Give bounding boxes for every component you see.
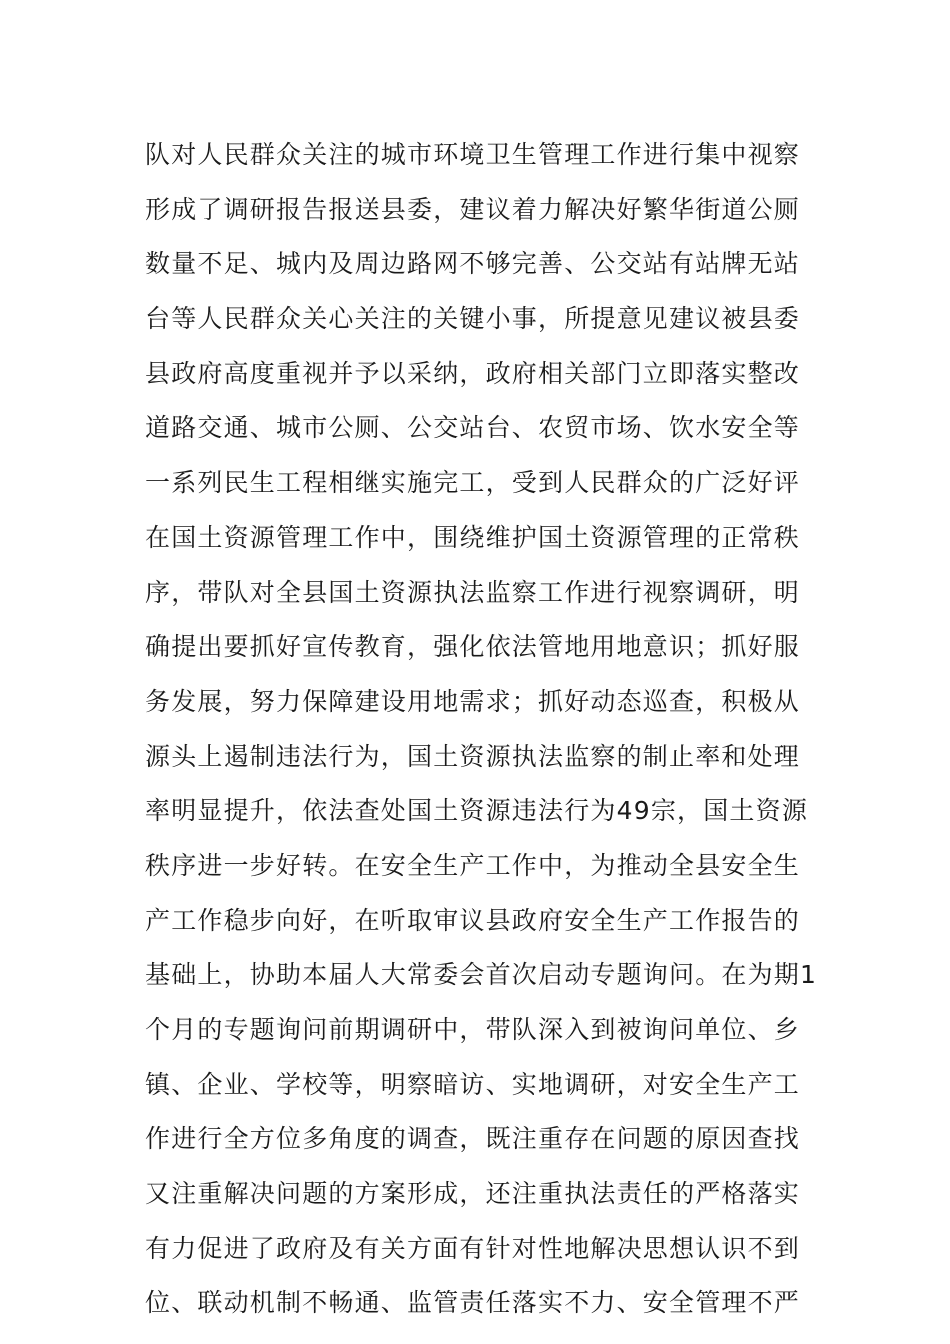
text-line: 台等人民群众关心关注的关键小事，所提意见建议被县委 — [145, 304, 801, 334]
text-line: 确提出要抓好宣传教育，强化依法管地用地意识；抓好服 — [145, 632, 801, 662]
text-line: 序，带队对全县国土资源执法监察工作进行视察调研，明 — [145, 577, 801, 607]
body-text — [145, 128, 818, 1331]
text-line: 率明显提升，依法查处国土资源违法行为49宗，国土资源 — [145, 796, 809, 826]
text-line: 道路交通、城市公厕、公交站台、农贸市场、饮水安全等 — [145, 413, 801, 443]
text-line: 个月的专题询问前期调研中，带队深入到被询问单位、乡 — [145, 1015, 801, 1044]
text-line: 源头上遏制违法行为，国土资源执法监察的制止率和处理 — [145, 741, 801, 771]
text-line: 基础上，协助本届人大常委会首次启动专题询问。在为期1 — [145, 960, 818, 990]
text-line: 有力促进了政府及有关方面有针对性地解决思想认识不到 — [145, 1233, 801, 1263]
text-line: 作进行全方位多角度的调查，既注重存在问题的原因查找 — [145, 1124, 801, 1154]
text-line: 产工作稳步向好，在听取审议县政府安全生产工作报告的 — [145, 905, 801, 935]
text-line: 秩序进一步好转。在安全生产工作中，为推动全县安全生 — [145, 850, 801, 880]
text-line: 位、联动机制不畅通、监管责任落实不力、安全管理不严 — [145, 1288, 801, 1318]
text-line: 在国土资源管理工作中，围绕维护国土资源管理的正常秩 — [145, 522, 801, 552]
text-line: 队对人民群众关注的城市环境卫生管理工作进行集中视察 — [145, 140, 801, 169]
text-line: 县政府高度重视并予以采纳，政府相关部门立即落实整改 — [145, 358, 801, 388]
text-line: 又注重解决问题的方案形成，还注重执法责任的严格落实 — [145, 1179, 801, 1209]
text-line: 务发展，努力保障建设用地需求；抓好动态巡查，积极从 — [145, 686, 801, 716]
text-line: 数量不足、城内及周边路网不够完善、公交站有站牌无站 — [145, 249, 801, 279]
text-line: 一系列民生工程相继实施完工，受到人民群众的广泛好评 — [145, 468, 801, 498]
text-line: 形成了调研报告报送县委，建议着力解决好繁华街道公厕 — [145, 194, 801, 224]
text-line: 镇、企业、学校等，明察暗访、实地调研，对安全生产工 — [145, 1069, 801, 1099]
